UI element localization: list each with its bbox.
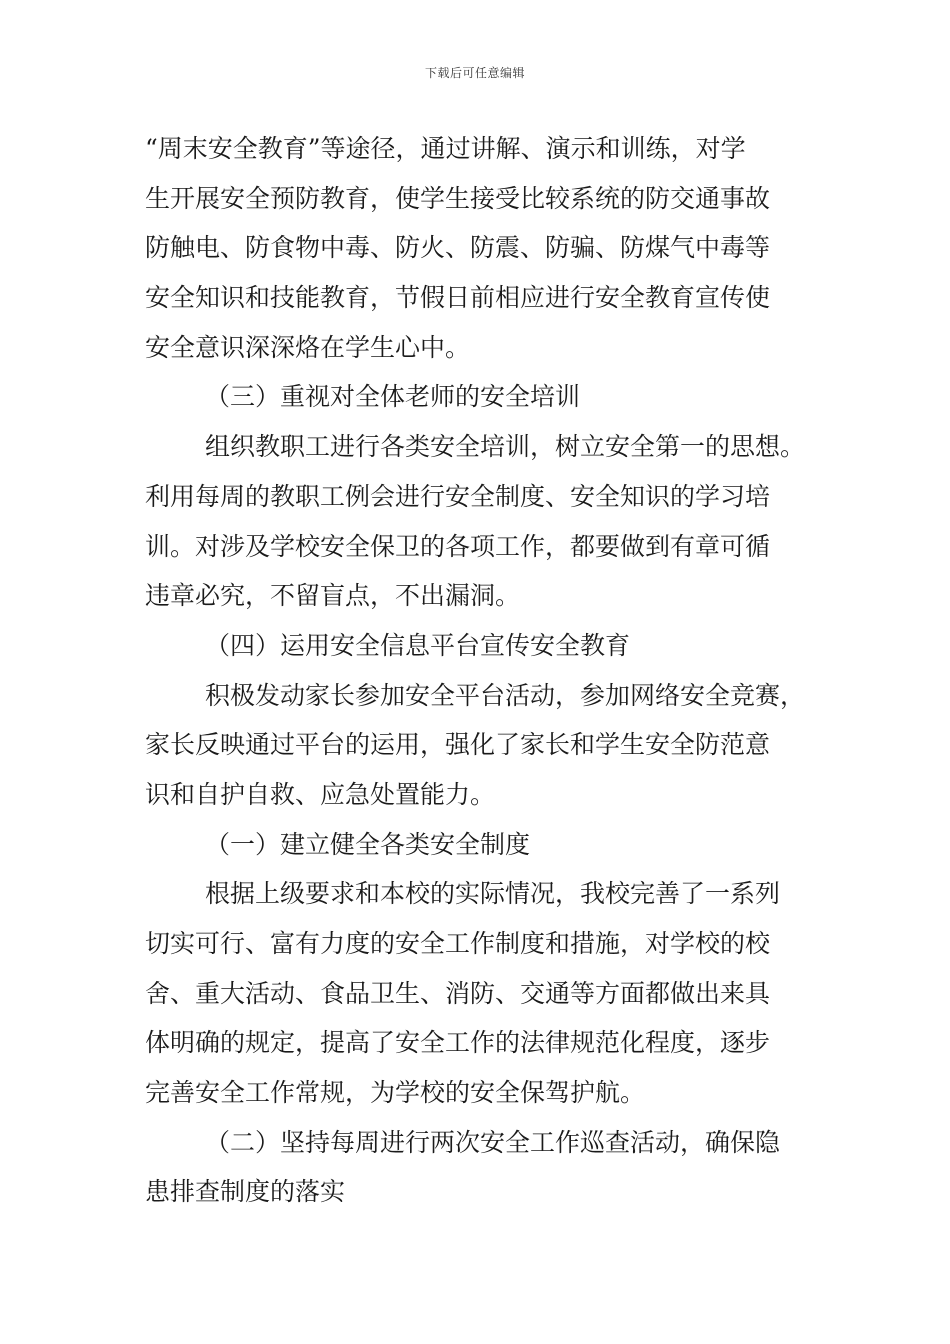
text-line: 防触电、防食物中毒、防火、防震、防骗、防煤气中毒等	[145, 233, 771, 263]
text-line: 舍、重大活动、食品卫生、消防、交通等方面都做出来具	[145, 978, 771, 1008]
text-line: 生开展安全预防教育，使学生接受比较系统的防交通事故	[145, 183, 771, 213]
section-heading: （一）建立健全各类安全制度	[205, 829, 531, 859]
section-heading: （三）重视对全体老师的安全培训	[205, 382, 581, 412]
text-line: 安全知识和技能教育，节假日前相应进行安全教育宣传使	[145, 283, 771, 313]
section-heading: （二）坚持每周进行两次安全工作巡查活动，确保隐	[205, 1127, 781, 1157]
page-header: 下载后可任意编辑	[424, 66, 525, 80]
text-line: “周末安全教育”等途径，通过讲解、演示和训练，对学	[145, 134, 746, 163]
text-line: 识和自护自救、应急处置能力。	[145, 779, 496, 809]
text-line: 切实可行、富有力度的安全工作制度和措施，对学校的校	[145, 929, 771, 958]
paragraph-first-line: 组织教职工进行各类安全培训，树立安全第一的思想。	[205, 432, 806, 462]
text-line: 训。对涉及学校安全保卫的各项工作，都要做到有章可循	[145, 531, 771, 561]
paragraph-first-line: 根据上级要求和本校的实际情况，我校完善了一系列	[205, 879, 781, 909]
text-line: 体明确的规定，提高了安全工作的法律规范化程度，逐步	[145, 1028, 771, 1058]
text-line: 安全意识深深烙在学生心中。	[145, 332, 471, 362]
text-line: 违章必究，不留盲点，不出漏洞。	[145, 581, 521, 611]
text-line: 利用每周的教职工例会进行安全制度、安全知识的学习培	[145, 481, 771, 511]
text-line: 患排查制度的落实	[145, 1177, 346, 1207]
text-line: 完善安全工作常规，为学校的安全保驾护航。	[145, 1078, 646, 1108]
document-body	[145, 124, 815, 1217]
text-line: 家长反映通过平台的运用，强化了家长和学生安全防范意	[145, 730, 771, 760]
section-heading: （四）运用安全信息平台宣传安全教育	[205, 630, 631, 660]
paragraph-first-line: 积极发动家长参加安全平台活动，参加网络安全竞赛，	[205, 680, 806, 710]
